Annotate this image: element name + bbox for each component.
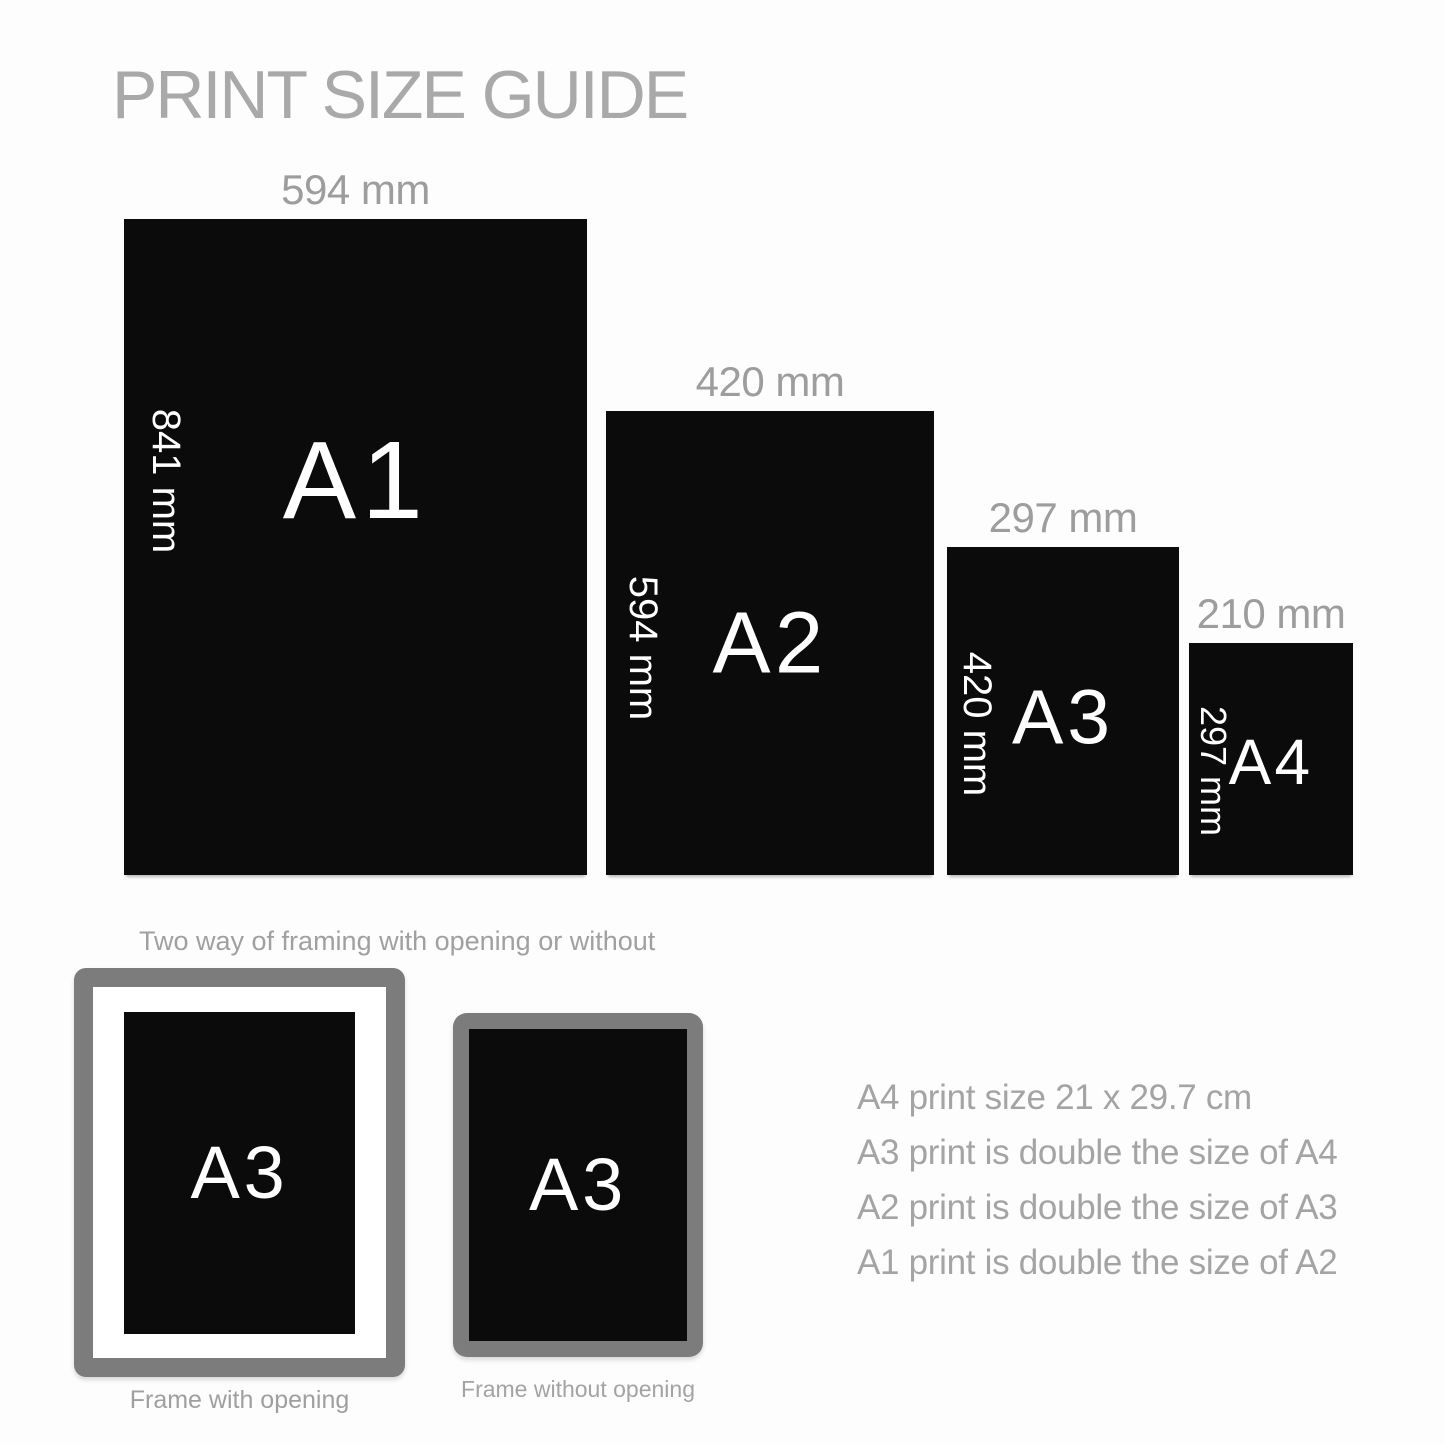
framed-print-label: A3 xyxy=(529,1143,627,1226)
a3-height-label: 420 mm xyxy=(955,651,999,797)
page-title: PRINT SIZE GUIDE xyxy=(112,57,688,133)
a3-size-name: A3 xyxy=(1012,674,1114,761)
note-line: A1 print is double the size of A2 xyxy=(857,1243,1338,1282)
a3-width-label: 297 mm xyxy=(988,494,1138,541)
a2-width-label: 420 mm xyxy=(695,358,845,405)
a4-size-name: A4 xyxy=(1228,726,1314,799)
frame-without-opening xyxy=(453,1013,703,1357)
frame-with-opening-caption: Frame with opening xyxy=(129,1386,350,1414)
size-notes xyxy=(857,1070,1337,1290)
framed-print-matted xyxy=(124,1012,355,1334)
paper-sheet-a3 xyxy=(947,547,1179,875)
a1-size-name: A1 xyxy=(282,419,429,543)
a2-size-name: A2 xyxy=(712,594,828,692)
a4-height-label: 297 mm xyxy=(1193,705,1234,836)
frame-without-opening-caption: Frame without opening xyxy=(461,1376,695,1402)
a2-height-label: 594 mm xyxy=(621,575,665,720)
paper-sheet-a4 xyxy=(1189,643,1353,875)
frame-with-opening xyxy=(74,968,405,1377)
note-line: A2 print is double the size of A3 xyxy=(857,1188,1338,1227)
a4-width-label: 210 mm xyxy=(1196,590,1346,637)
a1-width-label: 594 mm xyxy=(281,166,430,213)
framed-print-label: A3 xyxy=(190,1130,289,1214)
note-line: A3 print is double the size of A4 xyxy=(857,1133,1338,1172)
paper-sheet-a1 xyxy=(124,219,587,875)
paper-sheet-a2 xyxy=(606,411,934,875)
note-line: A4 print size 21 x 29.7 cm xyxy=(857,1078,1252,1117)
framing-heading: Two way of framing with opening or without xyxy=(139,926,656,956)
a1-height-label: 841 mm xyxy=(144,409,188,554)
